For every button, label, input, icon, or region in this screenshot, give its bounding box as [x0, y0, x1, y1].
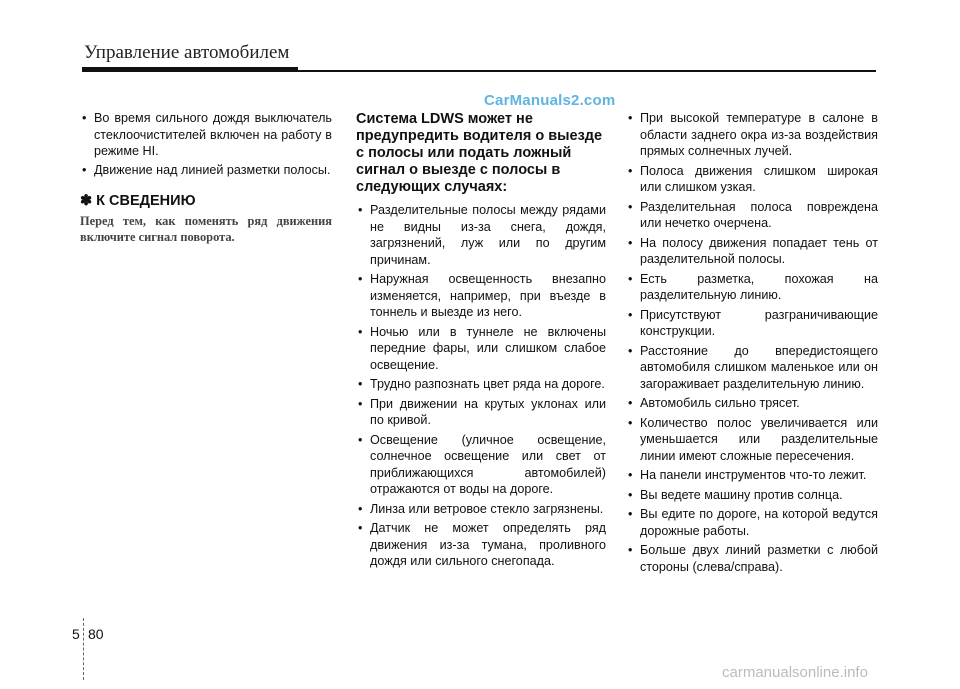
- list-item: • Движение над линией разметки полосы.: [80, 162, 332, 179]
- list-item: • Разделительные полосы между рядами не видны из-за снега, дождя, загрязнений, луж или по другим причинам.: [356, 202, 606, 268]
- page-number: 80: [88, 626, 104, 642]
- column-1-list: [80, 110, 332, 178]
- page-number-separator: [83, 618, 84, 680]
- list-item: • Трудно разпознать цвет ряда на дороге.: [356, 376, 606, 393]
- list-item: • На полосу движения попадает тень от разделительной полосы.: [626, 235, 878, 268]
- ldws-heading: Система LDWS может не предупредить водителя о выезде с полосы или подать ложный сигнал о выезде с полосы в следующих случаях:: [356, 111, 603, 195]
- column-2: [356, 111, 606, 573]
- list-item: • Вы ведете машину против солнца.: [626, 487, 878, 504]
- list-item: • Автомобиль сильно трясет.: [626, 395, 878, 412]
- list-item: • Расстояние до впередистоящего автомобиля слишком маленькое или он загораживает разделительную линию.: [626, 343, 878, 393]
- column-2-list: [356, 202, 606, 570]
- column-3: [626, 110, 878, 578]
- note-text: Перед тем, как поменять ряд движения включите сигнал поворота.: [80, 214, 332, 244]
- list-item: • Наружная освещенность внезапно изменяется, например, при въезде в тоннель и выезде из него.: [356, 271, 606, 321]
- list-item: • Есть разметка, похожая на разделительную линию.: [626, 271, 878, 304]
- list-item: • Больше двух линий разметки с любой стороны (слева/справа).: [626, 542, 878, 575]
- section-number: 5: [72, 626, 80, 642]
- list-item: • При высокой температуре в салоне в области заднего окра из-за воздействия прямых солнечных лучей.: [626, 110, 878, 160]
- section-title: Управление автомобилем: [84, 42, 290, 63]
- list-item: • Датчик не может определять ряд движения из-за тумана, проливного дождя или сильного снегопада.: [356, 520, 606, 570]
- column-3-list: [626, 110, 878, 575]
- list-item: • Ночью или в туннеле не включены передние фары, или слишком слабое освещение.: [356, 324, 606, 374]
- note-title: ✽ К СВЕДЕНИЮ: [80, 193, 196, 209]
- list-item: • Разделительная полоса повреждена или нечетко очерчена.: [626, 199, 878, 232]
- header-rule-thin: [82, 70, 876, 72]
- list-item: • Присутствуют разграничивающие конструкции.: [626, 307, 878, 340]
- watermark-bottom[interactable]: carmanualsonline.info: [722, 664, 868, 681]
- list-item: • Линза или ветровое стекло загрязнены.: [356, 501, 606, 518]
- list-item: • При движении на крутых уклонах или по кривой.: [356, 396, 606, 429]
- watermark-top[interactable]: CarManuals2.com: [484, 92, 616, 109]
- list-item: • На панели инструментов что-то лежит.: [626, 467, 878, 484]
- list-item: • Во время сильного дождя выключатель стеклоочистителей включен на работу в режиме HI.: [80, 110, 332, 160]
- column-1: [80, 110, 332, 245]
- list-item: • Количество полос увеличивается или уменьшается или разделительные линии имеют сложные пересечения.: [626, 415, 878, 465]
- list-item: • Вы едите по дороге, на которой ведутся дорожные работы.: [626, 506, 878, 539]
- list-item: • Освещение (уличное освещение, солнечное освещение или свет от приближающихся автомобилей) отражаются от воды на дороге.: [356, 432, 606, 498]
- list-item: • Полоса движения слишком широкая или слишком узкая.: [626, 163, 878, 196]
